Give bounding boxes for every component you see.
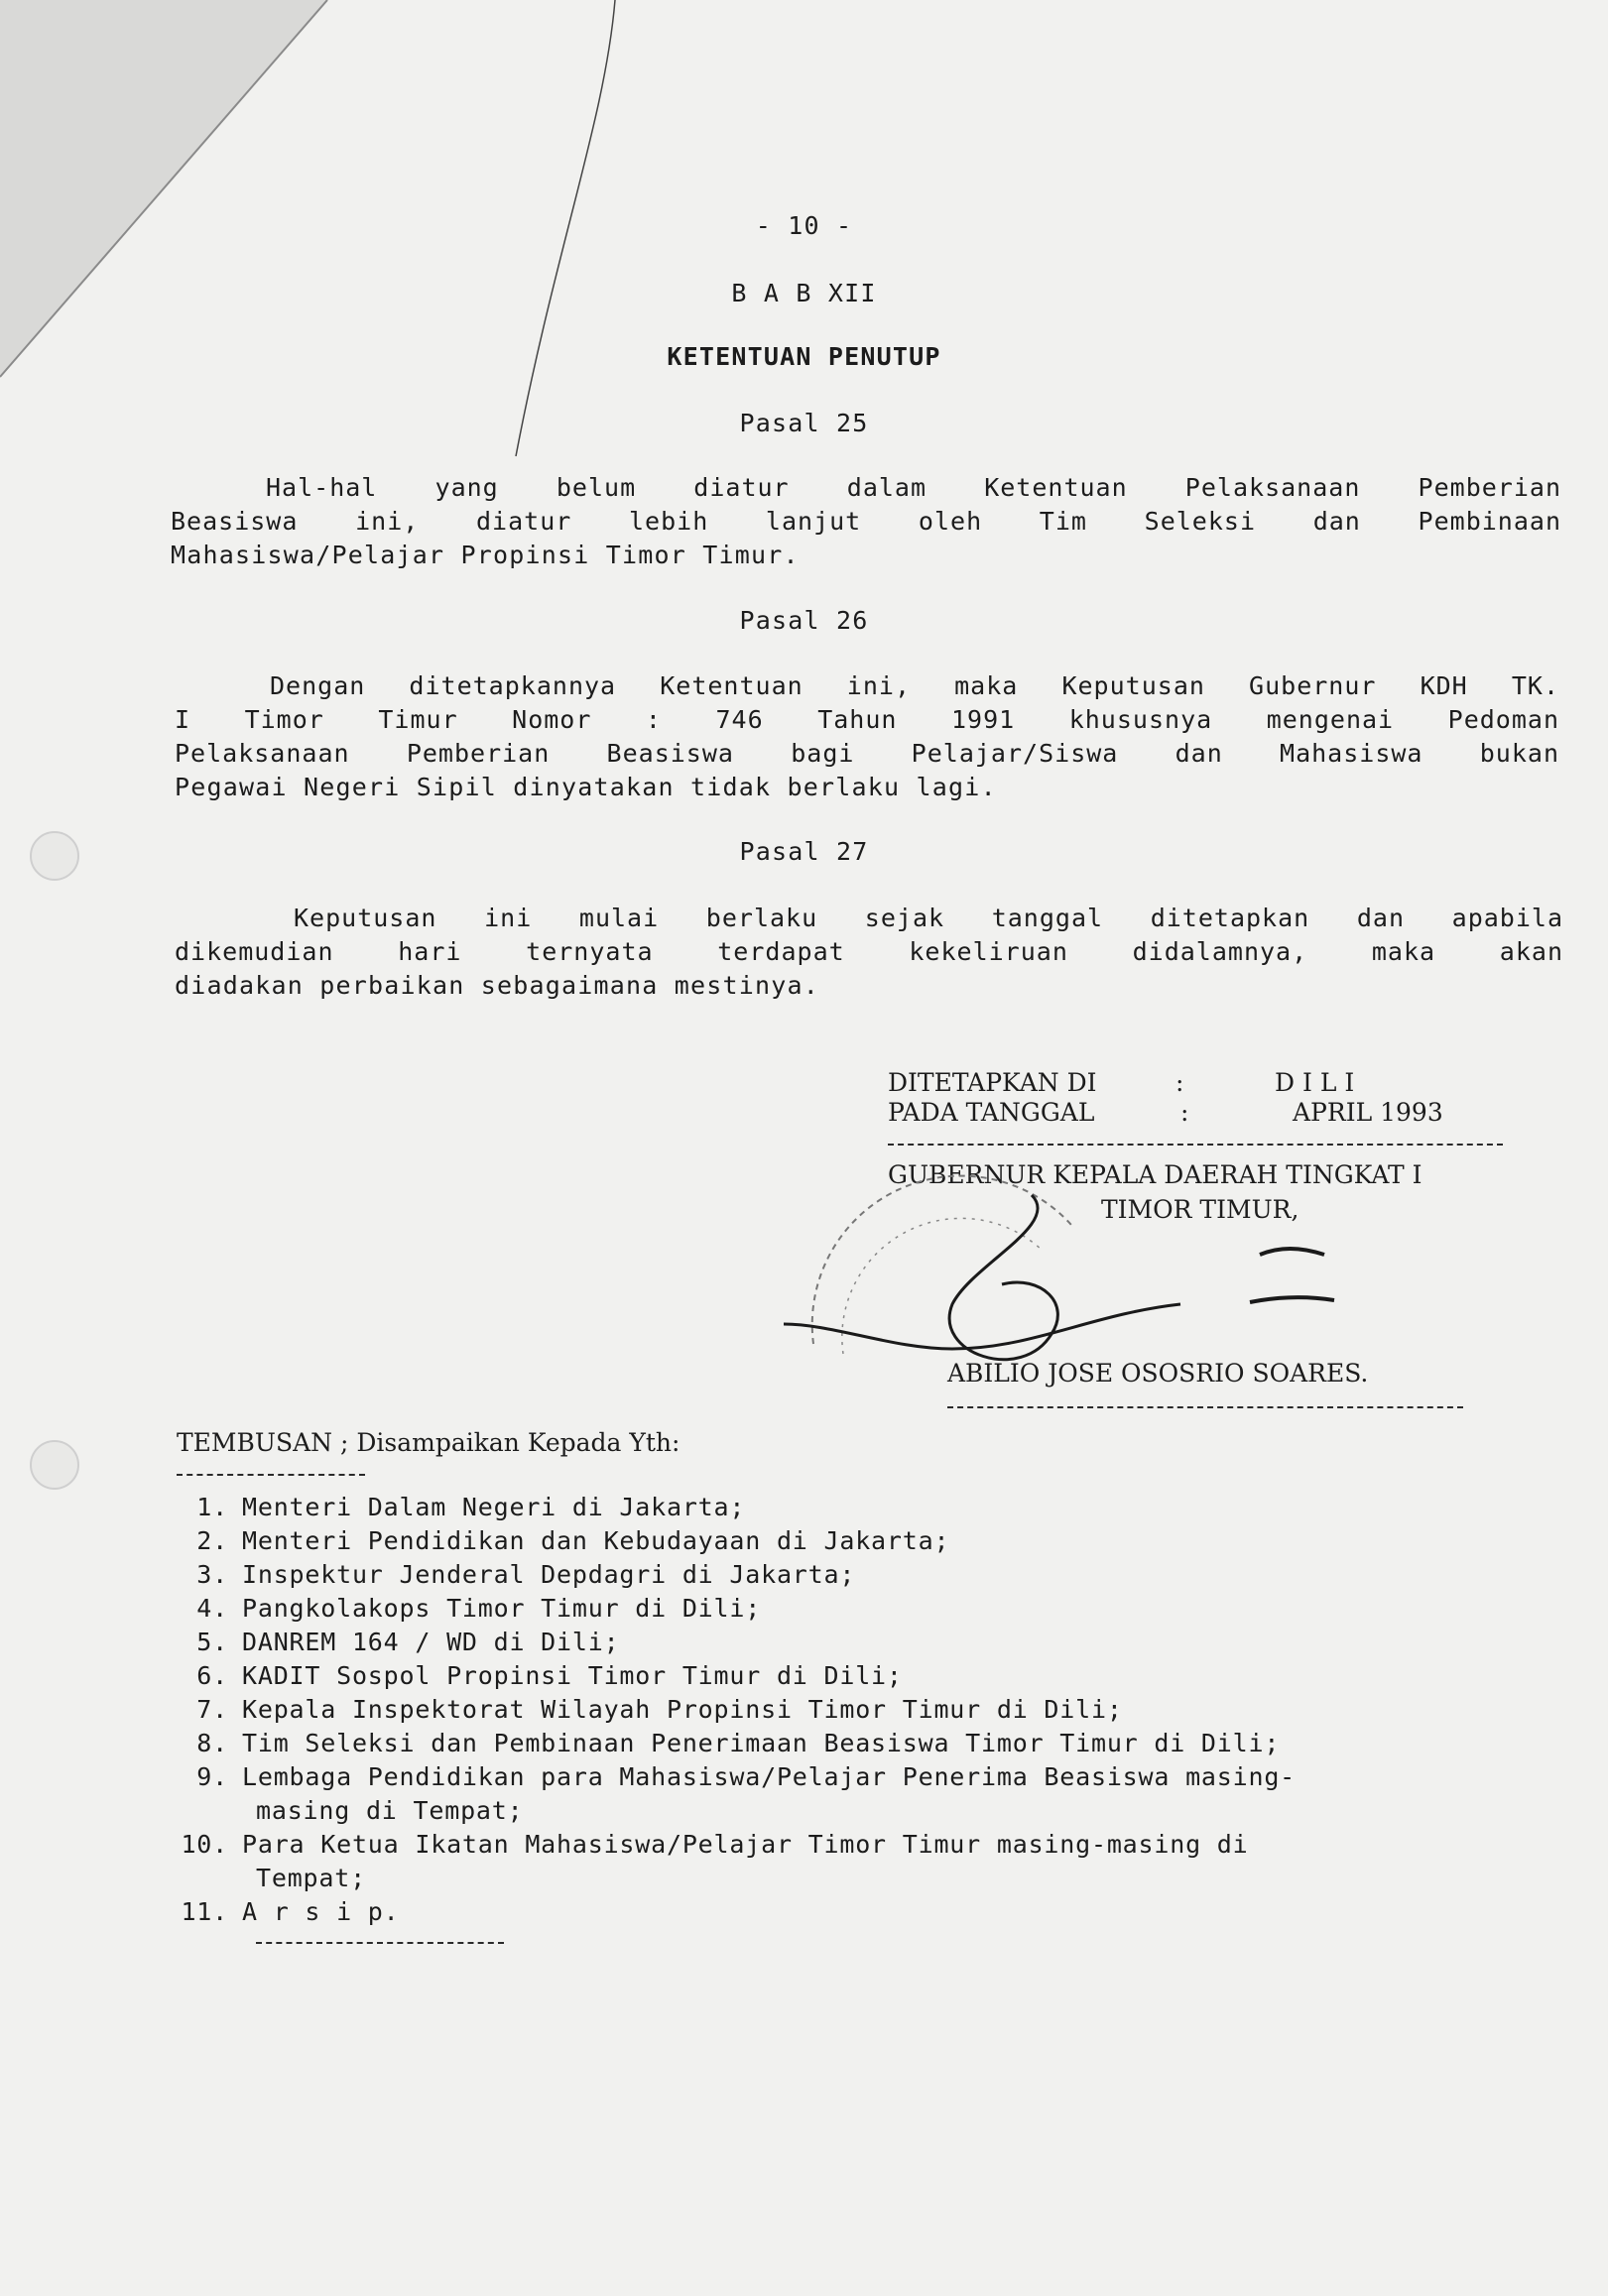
tembusan-item: 5. DANREM 164 / WD di Dili;: [196, 1628, 620, 1656]
tembusan-item-continuation: Tempat;: [256, 1864, 366, 1892]
tembusan-item: 9. Lembaga Pendidikan para Mahasiswa/Pelajar Penerima Beasiswa masing-: [196, 1762, 1297, 1791]
signatory-title-line-1: GUBERNUR KEPALA DAERAH TINGKAT I: [888, 1160, 1422, 1189]
tembusan-item: 8. Tim Seleksi dan Pembinaan Penerimaan Beasiswa Timor Timur di Dili;: [196, 1729, 1281, 1757]
chapter-title: KETENTUAN PENUTUP: [667, 342, 941, 371]
pasal-26-line-1: Dengan ditetapkannya Ketentuan ini, maka Keputusan Gubernur KDH TK.: [270, 671, 1559, 700]
pasal-26-line-3: Pelaksanaan Pemberian Beasiswa bagi Pelajar/Siswa dan Mahasiswa bukan: [175, 739, 1559, 768]
tanggal-colon: :: [1180, 1098, 1189, 1127]
pasal-25-line-3: Mahasiswa/Pelajar Propinsi Timor Timur.: [171, 541, 800, 569]
tembusan-item: 4. Pangkolakops Timor Timur di Dili;: [196, 1594, 762, 1623]
signatory-name: ABILIO JOSE OSOSRIO SOARES.: [947, 1359, 1369, 1388]
pasal-27-heading: Pasal 27: [739, 837, 869, 866]
tembusan-heading: TEMBUSAN ; Disampaikan Kepada Yth:: [177, 1428, 680, 1457]
official-seal-and-signature: [774, 1155, 1349, 1393]
pasal-26-heading: Pasal 26: [739, 606, 869, 635]
pasal-25-line-1: Hal-hal yang belum diatur dalam Ketentuan Pelaksanaan Pemberian: [266, 473, 1561, 502]
tembusan-item: 3. Inspektur Jenderal Depdagri di Jakarta;: [196, 1560, 856, 1589]
pasal-25-heading: Pasal 25: [739, 409, 869, 437]
folded-corner: [0, 0, 357, 397]
tanggal-value: APRIL 1993: [1293, 1098, 1443, 1127]
tanggal-label: PADA TANGGAL: [888, 1098, 1095, 1127]
signatory-name-underline: [947, 1406, 1463, 1408]
tembusan-item: 7. Kepala Inspektorat Wilayah Propinsi Timor Timur di Dili;: [196, 1695, 1123, 1724]
tembusan-underline: [177, 1474, 365, 1476]
page-number: - 10 -: [755, 211, 853, 240]
tembusan-item: 2. Menteri Pendidikan dan Kebudayaan di Jakarta;: [196, 1526, 950, 1555]
pasal-27-line-3: diadakan perbaikan sebagaimana mestinya.: [175, 971, 820, 1000]
pasal-27-line-2: dikemudian hari ternyata terdapat kekeliruan didalamnya, maka akan: [175, 937, 1563, 966]
tembusan-item: 11. A r s i p.: [181, 1897, 400, 1926]
pasal-25-line-2: Beasiswa ini, diatur lebih lanjut oleh Tim Seleksi dan Pembinaan: [171, 507, 1561, 536]
tembusan-item: 1. Menteri Dalam Negeri di Jakarta;: [196, 1493, 746, 1521]
signature-separator: [888, 1144, 1503, 1146]
ditetapkan-colon: :: [1175, 1068, 1184, 1097]
ditetapkan-value: D I L I: [1275, 1068, 1355, 1097]
archive-underline: [256, 1942, 504, 1944]
pasal-27-line-1: Keputusan ini mulai berlaku sejak tanggal ditetapkan dan apabila: [294, 904, 1563, 932]
signatory-title-line-2: TIMOR TIMUR,: [1101, 1195, 1299, 1224]
ditetapkan-label: DITETAPKAN DI: [888, 1068, 1097, 1097]
tembusan-item: 10. Para Ketua Ikatan Mahasiswa/Pelajar Timor Timur masing-masing di: [181, 1830, 1249, 1859]
tembusan-item: 6. KADIT Sospol Propinsi Timor Timur di Dili;: [196, 1661, 903, 1690]
tembusan-item-continuation: masing di Tempat;: [256, 1796, 524, 1825]
pasal-26-line-2: I Timor Timur Nomor : 746 Tahun 1991 khususnya mengenai Pedoman: [175, 705, 1559, 734]
punch-hole-bottom: [30, 1440, 79, 1490]
pasal-26-line-4: Pegawai Negeri Sipil dinyatakan tidak berlaku lagi.: [175, 773, 997, 801]
chapter-number: B A B XII: [731, 279, 877, 307]
